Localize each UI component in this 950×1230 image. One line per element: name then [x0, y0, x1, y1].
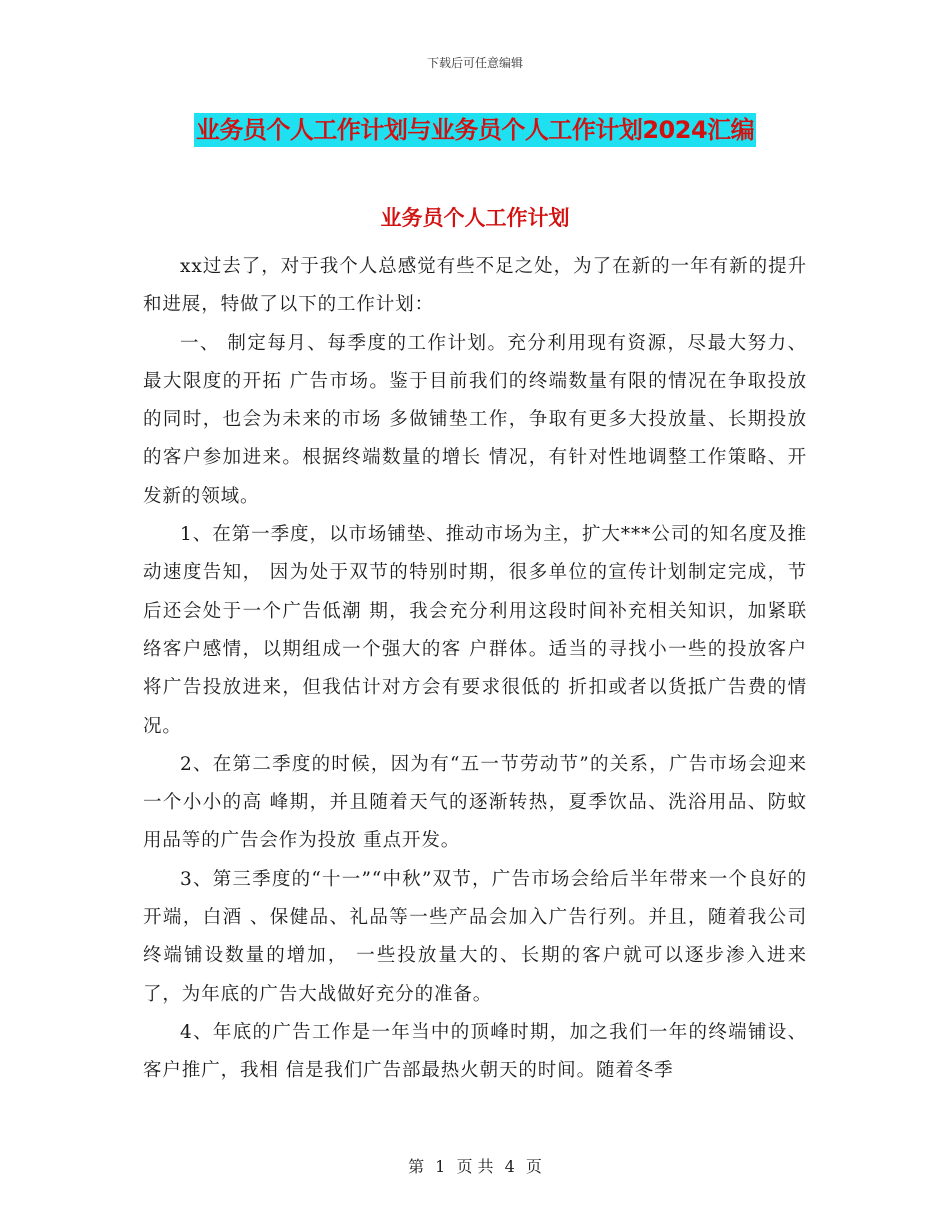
document-body — [143, 248, 807, 1091]
page-footer — [0, 1154, 950, 1177]
paragraph-intro: xx过去了，对于我个人总感觉有些不足之处，为了在新的一年有新的提升和进展，特做了以下的工作计划： — [143, 256, 807, 316]
paragraph-q3: 3、第三季度的“十一”“中秋”双节，广告市场会给后半年带来一个良好的开端，白酒 、保健品、礼品等一些产品会加入广告行列。并且，随着我公司终端铺设数量的增加， 一些投放量大的、长期的客户就可以逐步渗入进来了，为年底的广告大战做好充分的准备。 — [143, 868, 807, 1005]
paragraph-q2: 2、在第二季度的时候，因为有“五一节劳动节”的关系，广告市场会迎来一个小小的高 峰期，并且随着天气的逐渐转热，夏季饮品、洗浴用品、防蚊用品等的广告会作为投放 重点开发。 — [143, 753, 807, 852]
paragraph-q4: 4、年底的广告工作是一年当中的顶峰时期，加之我们一年的终端铺设、客户推广，我相 信是我们广告部最热火朝天的时间。随着冬季 — [143, 1021, 807, 1082]
page-header-note: 下载后可任意编辑 — [426, 56, 523, 70]
footer-page-number: 1 — [435, 1157, 446, 1176]
footer-suffix: 页 — [525, 1157, 542, 1176]
document-title-container — [0, 113, 950, 147]
document-title: 业务员个人工作计划与业务员个人工作计划2024汇编 — [194, 113, 756, 147]
section-title: 业务员个人工作计划 — [380, 206, 570, 230]
paragraph-plan-overview: 一、 制定每月、每季度的工作计划。充分利用现有资源，尽最大努力、最大限度的开拓 广告市场。鉴于目前我们的终端数量有限的情况在争取投放的同时，也会为未来的市场 多做铺垫工作，争取有更多大投放量、长期投放的客户参加进来。根据终端数量的增长 情况，有针对性地调整工作策略、开发新的领域。 — [143, 332, 807, 507]
paragraph-q1: 1、在第一季度，以市场铺垫、推动市场为主，扩大***公司的知名度及推动速度告知， 因为处于双节的特别时期，很多单位的宣传计划制定完成，节后还会处于一个广告低潮 期，我会充分利用这段时间补充相关知识，加紧联络客户感情，以期组成一个强大的客 户群体。适当的寻找小一些的投放客户将广告投放进来，但我估计对方会有要求很低的 折扣或者以货抵广告费的情况。 — [143, 524, 807, 737]
footer-prefix: 第 — [408, 1157, 425, 1176]
footer-middle: 页 共 — [456, 1157, 494, 1176]
footer-total-pages: 4 — [504, 1157, 515, 1176]
